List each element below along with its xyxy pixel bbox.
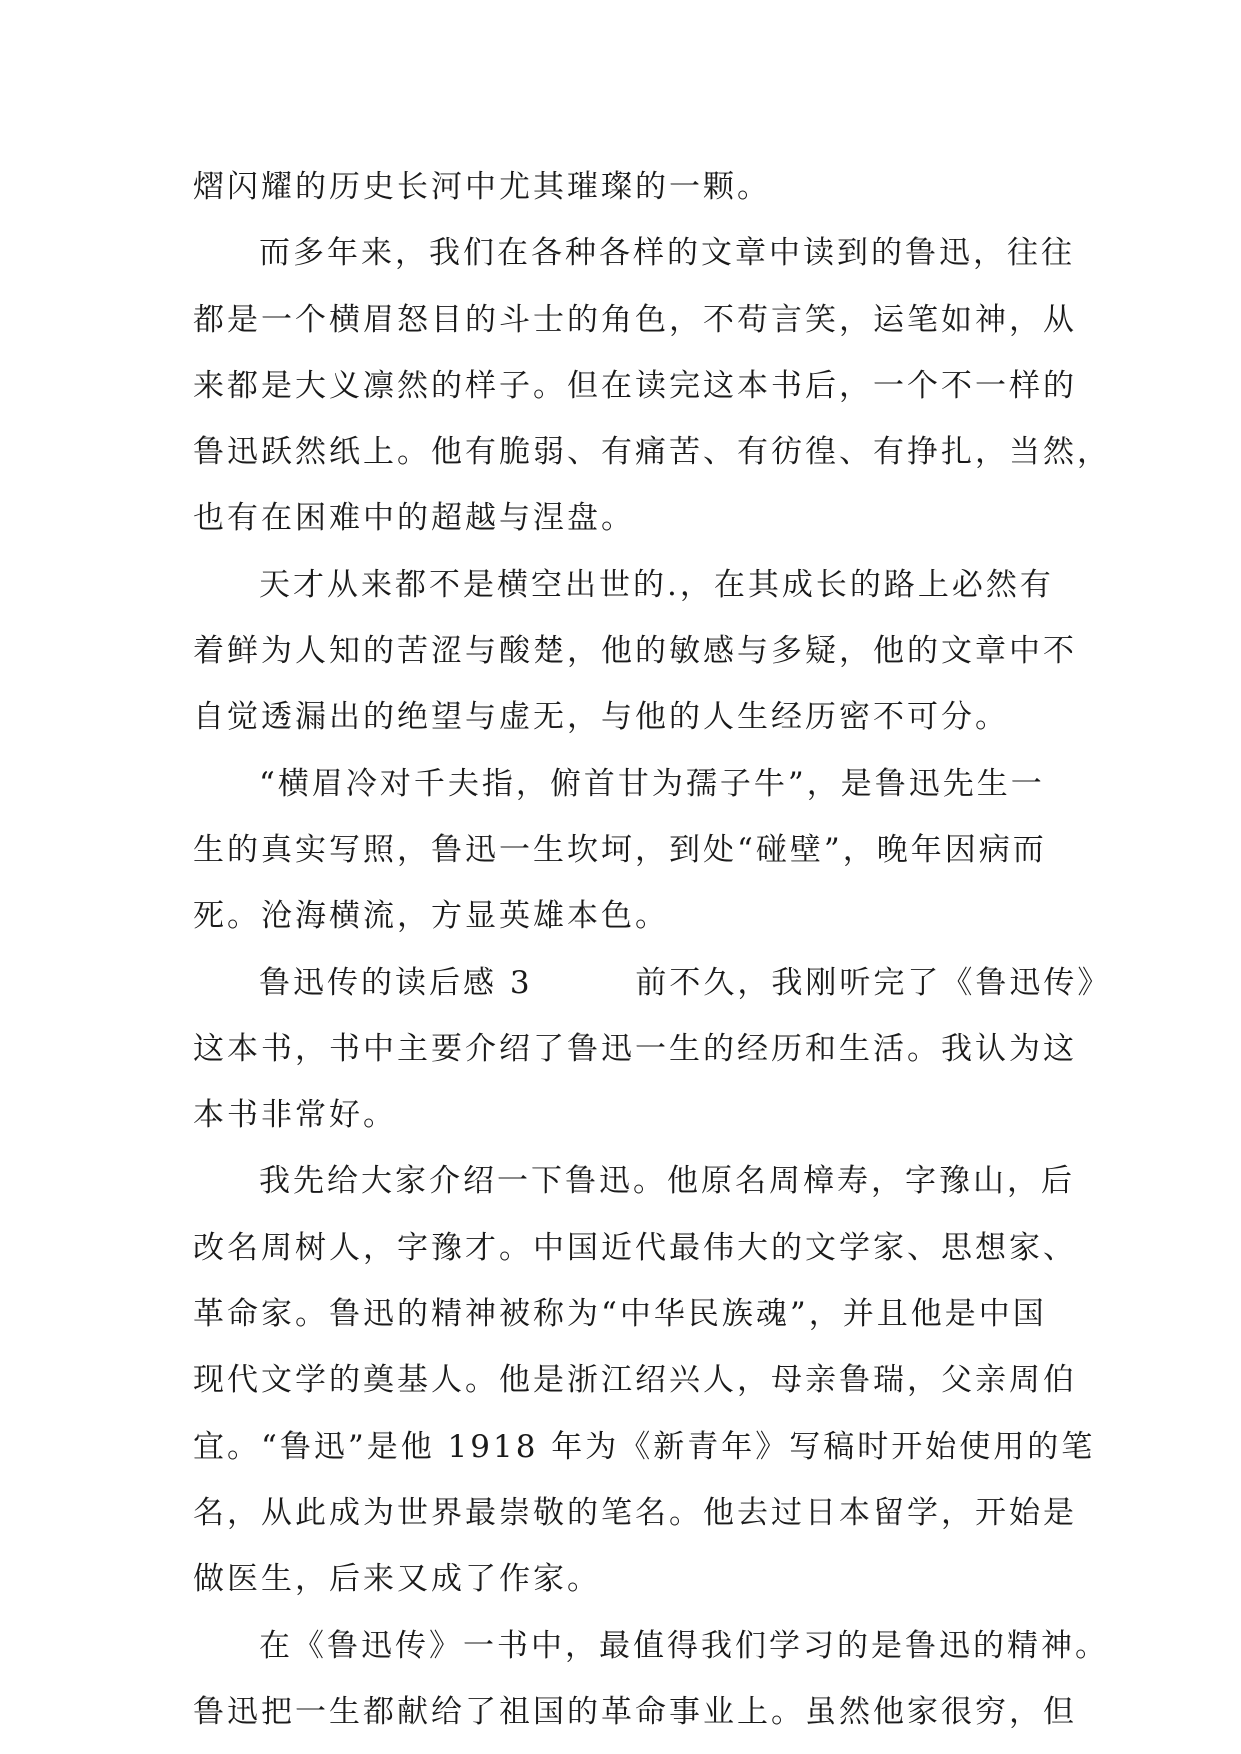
paragraph-first-line: “横眉冷对千夫指，俯首甘为孺子牛”，是鲁迅先生一	[259, 765, 1045, 802]
text-line: 做医生，后来又成了作家。	[193, 1561, 601, 1598]
text-line: 自觉透漏出的绝望与虚无，与他的人生经历密不可分。	[193, 699, 1009, 736]
text-line: 名，从此成为世界最崇敬的笔名。他去过日本留学，开始是	[193, 1494, 1077, 1531]
paragraph-first-line: 天才从来都不是横空出世的.，在其成长的路上必然有	[259, 566, 1054, 603]
paragraph-first-line: 而多年来，我们在各种各样的文章中读到的鲁迅，往往	[259, 235, 1075, 272]
text-line: 死。沧海横流，方显英雄本色。	[193, 898, 669, 935]
text-line: 着鲜为人知的苦涩与酸楚，他的敏感与多疑，他的文章中不	[193, 633, 1077, 670]
text-line: 熠闪耀的历史长河中尤其璀璨的一颗。	[193, 169, 771, 205]
section-heading-line: 鲁迅传的读后感 3 前不久，我刚听完了《鲁迅传》	[259, 964, 1112, 1001]
text-line: 也有在困难中的超越与涅盘。	[193, 500, 635, 537]
body-text	[193, 154, 1112, 1745]
text-line: 宜。“鲁迅”是他 1918 年为《新青年》写稿时开始使用的笔	[193, 1428, 1096, 1465]
text-line: 这本书，书中主要介绍了鲁迅一生的经历和生活。我认为这	[193, 1030, 1077, 1067]
text-line: 革命家。鲁迅的精神被称为“中华民族魂”，并且他是中国	[193, 1296, 1047, 1333]
text-line: 都是一个横眉怒目的斗士的角色，不苟言笑，运笔如神，从	[193, 301, 1077, 338]
text-line: 现代文学的奠基人。他是浙江绍兴人，母亲鲁瑞，父亲周伯	[193, 1362, 1077, 1399]
text-line: 本书非常好。	[193, 1097, 397, 1134]
text-line: 改名周树人，字豫才。中国近代最伟大的文学家、思想家、	[193, 1229, 1077, 1266]
text-line: 鲁迅把一生都献给了祖国的革命事业上。虽然他家很穷，但	[193, 1693, 1077, 1730]
paragraph-first-line: 我先给大家介绍一下鲁迅。他原名周樟寿，字豫山，后	[259, 1163, 1075, 1200]
text-line: 鲁迅跃然纸上。他有脆弱、有痛苦、有彷徨、有挣扎，当然，	[193, 434, 1111, 471]
text-line: 来都是大义凛然的样子。但在读完这本书后，一个不一样的	[193, 367, 1077, 404]
paragraph-first-line: 在《鲁迅传》一书中，最值得我们学习的是鲁迅的精神。	[259, 1627, 1109, 1664]
text-line: 生的真实写照，鲁迅一生坎坷，到处“碰壁”，晚年因病而	[193, 831, 1047, 868]
